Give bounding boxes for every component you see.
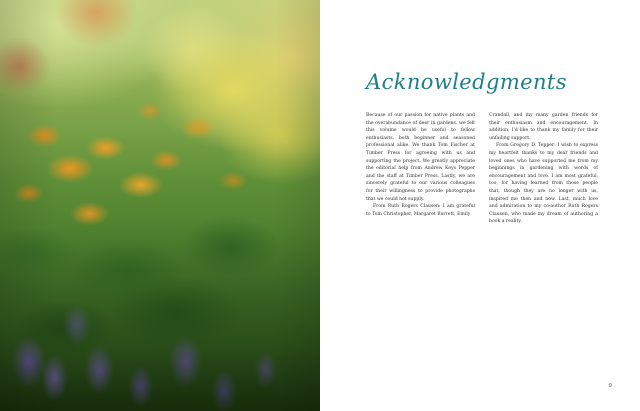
right-page-text bbox=[320, 0, 640, 411]
body-column-right bbox=[489, 112, 598, 226]
page-number: 9 bbox=[608, 383, 612, 389]
page-title: Acknowledgments bbox=[366, 70, 567, 94]
paragraph: Because of our passion for native plants and the overabundance of deer in gardens, we felt this volume would be useful to fellow enthusiasts, both beginner and seasoned professional alike. We thank Tom Fischer at Timber Press for agreeing with us and supporting the project. We greatly appreciate the editorial help from Andrew Keys Pepper and the staff at Timber Press. Lastly, we are sincerely grateful to our various colleagues for their willingness to provide photographs that we could not supply. bbox=[366, 113, 475, 202]
paragraph: From Gregory D. Tepper: I wish to express my heartfelt thanks to my dear friends and loved ones who have supported me from my beginnings in gardening with words of encouragement and love. I am most grateful, too, for having learned from those people that, though they are no longer with us, inspired me then and now. Last, much love and admiration to my co-author Ruth Rogers Clausen, who made my dream of authoring a book a reality. bbox=[489, 143, 598, 225]
paragraph: From Ruth Rogers Clausen: I am grateful to Tom Christopher, Margaret Barrett, Emily bbox=[366, 204, 475, 217]
body-columns bbox=[366, 112, 598, 226]
paragraph: Crandall, and my many garden friends for their enthusiasm and encouragement. In addition, I'd like to thank my family for their unfailing support. bbox=[489, 113, 598, 141]
body-column-left bbox=[366, 112, 475, 226]
